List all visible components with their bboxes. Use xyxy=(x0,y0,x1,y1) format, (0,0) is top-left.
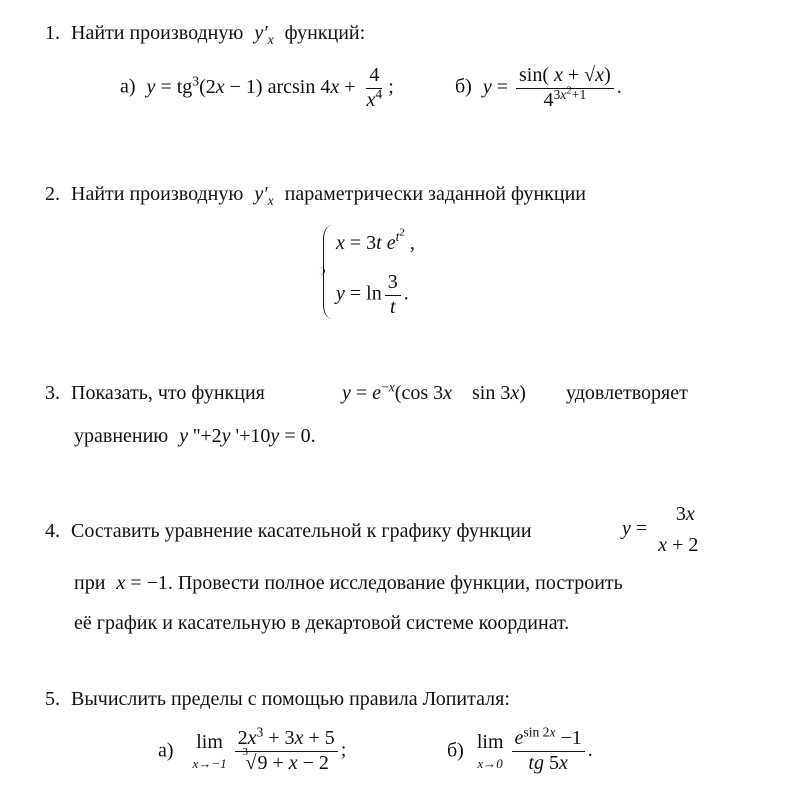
formula-1b: y = $\frac{\sin( x + √x)}{4^{3x^2+1}}$ . xyxy=(482,64,622,112)
formula-5a: lim x→−1 $2x^3 + 3x + 5$ 3 √ 9 + x − 2 ; xyxy=(192,724,347,774)
formula-yx-prime: $y'_x$ xyxy=(254,22,274,47)
formula-1a: $y = tg^3(2x - 1)$ arcsin 4x + $\frac{4}{x^4}$ ; xyxy=(146,64,394,111)
task-4-line-2: при x = −1. Провести полное исследование функции, построить xyxy=(74,572,623,594)
task-text: Найти производную xyxy=(71,22,244,44)
task-5-part-a xyxy=(158,724,347,774)
part-label: б) xyxy=(447,739,464,762)
formula-2-x: x = 3t $e^{t^2}$ , xyxy=(336,226,415,254)
task-text: параметрически заданной функции xyxy=(284,183,586,205)
formula-4-function: y = 3x x + 2 xyxy=(622,503,699,556)
task-text: Составить уравнение касательной к графику функции xyxy=(71,520,532,542)
task-1-part-a xyxy=(120,65,394,111)
task-5-part-b xyxy=(447,724,593,774)
task-number: 4. xyxy=(45,520,60,542)
task-3-line-2 xyxy=(74,425,316,448)
task-text: Вычислить пределы с помощью правила Лопиталя: xyxy=(71,688,510,710)
task-2-heading xyxy=(45,183,586,206)
formula-4-point: x xyxy=(116,572,126,594)
task-text: Показать, что функция xyxy=(71,382,265,404)
task-number: 3. xyxy=(45,382,60,404)
task-1-heading xyxy=(45,22,365,45)
formula-2-y: y = ln $\frac{3}{t}$ . xyxy=(336,271,409,318)
part-label: б) xyxy=(455,75,472,98)
task-5-heading xyxy=(45,688,510,711)
task-text: . Провести полное исследование функции, построить xyxy=(167,572,623,594)
part-label: а) xyxy=(158,739,174,762)
task-number: 2. xyxy=(45,183,60,205)
task-4-line-1 xyxy=(45,520,532,543)
task-text: Найти производную xyxy=(71,183,244,205)
formula-3-function: $y = e^{-x}(\cos$ 3x sin 3x) xyxy=(342,379,526,404)
task-3-line-1 xyxy=(45,382,265,405)
task-number: 5. xyxy=(45,688,60,710)
formula-5b: lim x→0 $\frac{e^{sin 2x} -1}{tg 5x}$ . xyxy=(476,724,593,774)
task-text: функций: xyxy=(284,22,366,44)
task-number: 1. xyxy=(45,22,60,44)
formula-yx-prime: $y'_x$ xyxy=(254,183,274,208)
task-text: её график и касательную в декартовой системе координат. xyxy=(74,612,570,634)
task-1-part-b xyxy=(455,65,622,111)
task-text: при xyxy=(74,572,106,594)
task-text: удовлетворяет xyxy=(566,382,688,404)
part-label: а) xyxy=(120,75,136,98)
task-text: уравнению xyxy=(74,425,169,447)
formula-3-equation: y ''+2y '+10y = 0. xyxy=(179,425,316,447)
